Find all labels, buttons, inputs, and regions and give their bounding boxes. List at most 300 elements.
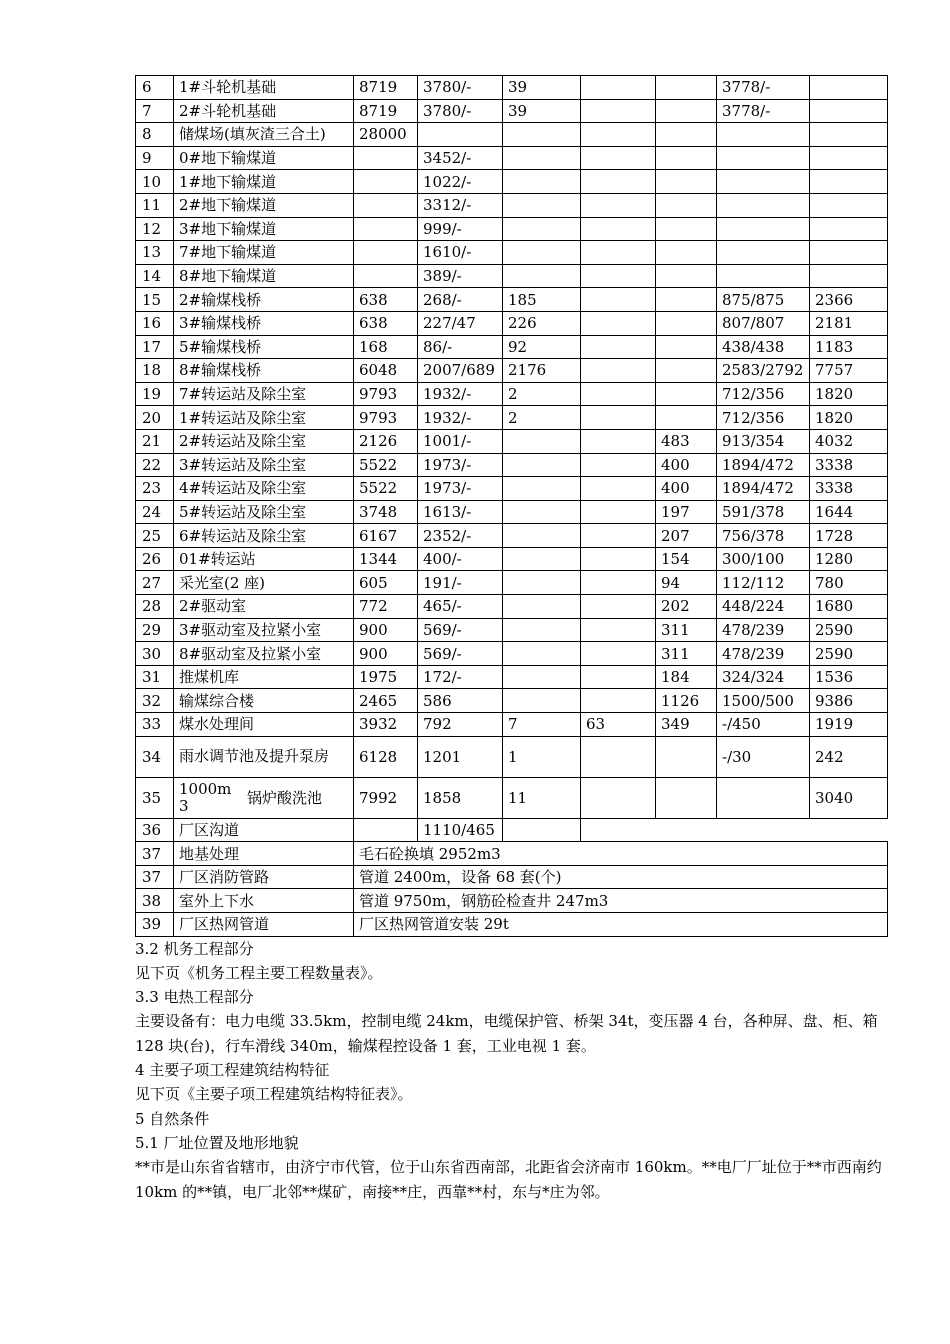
cell-value [418, 123, 503, 147]
table-row [136, 842, 888, 866]
table-row [136, 642, 888, 666]
cell-value: 6167 [354, 524, 418, 548]
table-row [136, 288, 888, 312]
table-row [136, 382, 888, 406]
table-row [136, 500, 888, 524]
cell-value [810, 264, 888, 288]
cell-value: 1728 [810, 524, 888, 548]
table-row [136, 76, 888, 100]
cell-value: 483 [656, 429, 717, 453]
row-number: 23 [136, 477, 174, 501]
cell-value: 3778/- [717, 99, 810, 123]
cell-value [656, 736, 717, 777]
cell-value [656, 146, 717, 170]
table-row [136, 524, 888, 548]
cell-value: 712/356 [717, 406, 810, 430]
item-name: 6#转运站及除尘室 [174, 524, 354, 548]
item-name-capacity: 1000m 3 [179, 779, 232, 815]
cell-value [354, 241, 418, 265]
cell-value [354, 217, 418, 241]
table-row [136, 170, 888, 194]
cell-value: 86/- [418, 335, 503, 359]
table-row [136, 865, 888, 889]
cell-value [503, 453, 581, 477]
cell-value: 226 [503, 311, 581, 335]
cell-value [656, 359, 717, 383]
cell-value: -/30 [717, 736, 810, 777]
cell-value: 569/- [418, 642, 503, 666]
cell-value [717, 170, 810, 194]
item-name: 5#转运站及除尘室 [174, 500, 354, 524]
cell-value [581, 429, 656, 453]
table-row [136, 713, 888, 737]
row-number: 35 [136, 777, 174, 818]
cell-value [717, 193, 810, 217]
cell-value: 448/224 [717, 595, 810, 619]
item-name: 3#地下输煤道 [174, 217, 354, 241]
cell-value: 591/378 [717, 500, 810, 524]
row-number: 26 [136, 547, 174, 571]
section-heading-4: 4 主要子项工程建筑结构特征 [135, 1061, 330, 1080]
cell-value: 638 [354, 288, 418, 312]
cell-value: 2590 [810, 618, 888, 642]
item-name: 3#转运站及除尘室 [174, 453, 354, 477]
cell-value: 7757 [810, 359, 888, 383]
row-number: 8 [136, 123, 174, 147]
table-row [136, 99, 888, 123]
row-number: 37 [136, 865, 174, 889]
item-name: 5#输煤栈桥 [174, 335, 354, 359]
merged-description: 厂区热网管道安装 29t [354, 913, 888, 937]
row-number: 29 [136, 618, 174, 642]
cell-value [581, 146, 656, 170]
cell-value: 11 [503, 777, 581, 818]
cell-value: 9793 [354, 382, 418, 406]
item-name: 4#转运站及除尘室 [174, 477, 354, 501]
cell-value [581, 359, 656, 383]
table-row [136, 777, 888, 818]
table-row [136, 736, 888, 777]
table-body [136, 76, 888, 937]
cell-value [581, 618, 656, 642]
cell-value [581, 170, 656, 194]
item-name: 2#地下输煤道 [174, 193, 354, 217]
cell-value: 9793 [354, 406, 418, 430]
section-heading-5-1: 5.1 厂址位置及地形地貌 [135, 1133, 299, 1152]
cell-value [656, 288, 717, 312]
section-heading-3-2: 3.2 机务工程部分 [135, 939, 254, 958]
cell-value: 112/112 [717, 571, 810, 595]
table-row [136, 618, 888, 642]
cell-value: 191/- [418, 571, 503, 595]
cell-value: 900 [354, 618, 418, 642]
cell-value [656, 335, 717, 359]
cell-value [656, 99, 717, 123]
cell-value [717, 264, 810, 288]
cell-value: 1126 [656, 689, 717, 713]
cell-value [354, 170, 418, 194]
cell-value: 185 [503, 288, 581, 312]
cell-value [656, 170, 717, 194]
cell-value [581, 665, 656, 689]
cell-value: 39 [503, 76, 581, 100]
cell-value: 605 [354, 571, 418, 595]
cell-value [354, 193, 418, 217]
item-name: 2#输煤栈桥 [174, 288, 354, 312]
cell-value: 94 [656, 571, 717, 595]
cell-value [581, 382, 656, 406]
cell-value [503, 217, 581, 241]
table-row [136, 665, 888, 689]
cell-value: 1280 [810, 547, 888, 571]
table-row [136, 123, 888, 147]
cell-value [503, 665, 581, 689]
paragraph-4: 见下页《主要子项工程建筑结构特征表》。 [135, 1085, 413, 1104]
cell-value: 202 [656, 595, 717, 619]
cell-value [581, 524, 656, 548]
cell-value: 5522 [354, 453, 418, 477]
item-name: 2#驱动室 [174, 595, 354, 619]
cell-value [656, 777, 717, 818]
cell-value: 28000 [354, 123, 418, 147]
table-row [136, 429, 888, 453]
cell-value: 8719 [354, 99, 418, 123]
cell-value: 4032 [810, 429, 888, 453]
cell-value: 638 [354, 311, 418, 335]
cell-value: 569/- [418, 618, 503, 642]
cell-value [810, 146, 888, 170]
item-name-label: 锅炉酸洗池 [247, 788, 323, 807]
section-heading-5: 5 自然条件 [135, 1109, 210, 1128]
cell-value: 1183 [810, 335, 888, 359]
row-number: 38 [136, 889, 174, 913]
item-name: 1#地下输煤道 [174, 170, 354, 194]
cell-value: 772 [354, 595, 418, 619]
item-name: 采光室(2 座) [174, 571, 354, 595]
cell-value: 2465 [354, 689, 418, 713]
cell-value [503, 642, 581, 666]
table-row [136, 595, 888, 619]
row-number: 27 [136, 571, 174, 595]
cell-value: 999/- [418, 217, 503, 241]
cell-value: 39 [503, 99, 581, 123]
cell-value [503, 595, 581, 619]
item-name: 2#斗轮机基础 [174, 99, 354, 123]
cell-value: 3932 [354, 713, 418, 737]
cell-value [503, 146, 581, 170]
item-name: 8#驱动室及拉紧小室 [174, 642, 354, 666]
cell-value: 2590 [810, 642, 888, 666]
cell-value: 389/- [418, 264, 503, 288]
row-number: 21 [136, 429, 174, 453]
table-row [136, 818, 888, 842]
table-row [136, 406, 888, 430]
row-number: 13 [136, 241, 174, 265]
cell-value: 168 [354, 335, 418, 359]
cell-value [581, 193, 656, 217]
cell-value [656, 264, 717, 288]
cell-value: 2366 [810, 288, 888, 312]
row-number: 14 [136, 264, 174, 288]
cell-value: 1 [503, 736, 581, 777]
cell-value [656, 406, 717, 430]
cell-value [354, 264, 418, 288]
cell-value [810, 193, 888, 217]
cell-value [656, 311, 717, 335]
table-row [136, 889, 888, 913]
row-number: 24 [136, 500, 174, 524]
row-number: 36 [136, 818, 174, 842]
cell-value [656, 217, 717, 241]
cell-value: 7 [503, 713, 581, 737]
cell-value [717, 217, 810, 241]
row-number: 16 [136, 311, 174, 335]
item-name: 储煤场(填灰渣三合土) [174, 123, 354, 147]
cell-value [810, 99, 888, 123]
cell-value: 2583/2792 [717, 359, 810, 383]
row-number: 20 [136, 406, 174, 430]
row-number: 28 [136, 595, 174, 619]
row-number: 39 [136, 913, 174, 937]
cell-value [581, 777, 656, 818]
cell-value: 1680 [810, 595, 888, 619]
cell-value: 1110/465 [418, 818, 503, 842]
cell-value [581, 264, 656, 288]
table-row [136, 359, 888, 383]
cell-value [503, 571, 581, 595]
cell-value: 400 [656, 453, 717, 477]
cell-value: 184 [656, 665, 717, 689]
cell-value: 242 [810, 736, 888, 777]
cell-value [810, 170, 888, 194]
cell-value: 207 [656, 524, 717, 548]
cell-value: 1858 [418, 777, 503, 818]
table-row [136, 477, 888, 501]
cell-value: 2181 [810, 311, 888, 335]
cell-value: 8719 [354, 76, 418, 100]
cell-value: 311 [656, 642, 717, 666]
cell-value [717, 777, 810, 818]
cell-value: 7992 [354, 777, 418, 818]
row-number: 17 [136, 335, 174, 359]
cell-value [581, 406, 656, 430]
cell-value [581, 453, 656, 477]
cell-value [810, 241, 888, 265]
cell-value: 1973/- [418, 477, 503, 501]
cell-value [581, 217, 656, 241]
cell-value: 2352/- [418, 524, 503, 548]
cell-value: 172/- [418, 665, 503, 689]
cell-value [354, 818, 418, 842]
cell-value [581, 571, 656, 595]
table-row [136, 913, 888, 937]
cell-value [581, 288, 656, 312]
cell-value: 227/47 [418, 311, 503, 335]
cell-value: 3778/- [717, 76, 810, 100]
item-name: 7#转运站及除尘室 [174, 382, 354, 406]
row-number: 19 [136, 382, 174, 406]
cell-value: 465/- [418, 595, 503, 619]
item-name: 1#转运站及除尘室 [174, 406, 354, 430]
cell-value [581, 123, 656, 147]
row-number: 10 [136, 170, 174, 194]
item-name [174, 777, 354, 818]
cell-value: 900 [354, 642, 418, 666]
cell-value [810, 217, 888, 241]
cell-value [503, 241, 581, 265]
cell-value [656, 382, 717, 406]
cell-value: 1932/- [418, 406, 503, 430]
cell-value [503, 524, 581, 548]
cell-value: 1975 [354, 665, 418, 689]
cell-value: 1820 [810, 406, 888, 430]
cell-value: 1644 [810, 500, 888, 524]
item-name: 01#转运站 [174, 547, 354, 571]
cell-value: 197 [656, 500, 717, 524]
cell-value: 2176 [503, 359, 581, 383]
item-name: 7#地下输煤道 [174, 241, 354, 265]
cell-value: 478/239 [717, 618, 810, 642]
cell-value: 807/807 [717, 311, 810, 335]
cell-value [656, 76, 717, 100]
cell-value: 1536 [810, 665, 888, 689]
row-number: 30 [136, 642, 174, 666]
cell-value: 1894/472 [717, 453, 810, 477]
cell-value: 92 [503, 335, 581, 359]
row-number: 32 [136, 689, 174, 713]
item-name: 室外上下水 [174, 889, 354, 913]
cell-value: 1613/- [418, 500, 503, 524]
cell-value: 5522 [354, 477, 418, 501]
body-text [135, 937, 887, 1204]
cell-value [581, 241, 656, 265]
cell-value: 2007/689 [418, 359, 503, 383]
cell-value [810, 123, 888, 147]
table-row [136, 571, 888, 595]
cell-value [503, 429, 581, 453]
cell-value [503, 547, 581, 571]
table-row [136, 193, 888, 217]
paragraph-3-3: 主要设备有：电力电缆 33.5km，控制电缆 24km，电缆保护管、桥架 34t，变压器 4 台，各种屏、盘、柜、箱 128 块(台)，行车滑线 340m，输煤程控设备 1 套，工业电视 1 套。 [135, 1012, 878, 1055]
cell-value [581, 595, 656, 619]
cell-value [717, 241, 810, 265]
cell-value: 438/438 [717, 335, 810, 359]
cell-value: 1610/- [418, 241, 503, 265]
item-name: 1#斗轮机基础 [174, 76, 354, 100]
cell-value: 3452/- [418, 146, 503, 170]
row-number: 7 [136, 99, 174, 123]
cell-value [656, 123, 717, 147]
merged-description: 管道 9750m，钢筋砼检查井 247m3 [354, 889, 888, 913]
cell-value: 63 [581, 713, 656, 737]
merged-description: 管道 2400m，设备 68 套(个) [354, 865, 888, 889]
cell-value [581, 311, 656, 335]
cell-value [354, 146, 418, 170]
cell-value: 792 [418, 713, 503, 737]
cell-value [810, 76, 888, 100]
table-row [136, 146, 888, 170]
item-name: 推煤机库 [174, 665, 354, 689]
cell-value: 1932/- [418, 382, 503, 406]
quantity-table [135, 75, 888, 937]
row-number: 12 [136, 217, 174, 241]
paragraph-5-1: **市是山东省省辖市，由济宁市代管，位于山东省西南部，北距省会济南市 160km。**电厂厂址位于**市西南约 10km 的**镇，电厂北邻**煤矿，南接**庄，西靠**村，东与*庄为邻。 [135, 1158, 882, 1201]
cell-value [581, 500, 656, 524]
item-name: 0#地下输煤道 [174, 146, 354, 170]
cell-value [717, 146, 810, 170]
cell-value: 3748 [354, 500, 418, 524]
cell-value: 400 [656, 477, 717, 501]
cell-value: 3040 [810, 777, 888, 818]
item-name: 厂区沟道 [174, 818, 354, 842]
document-page [135, 75, 887, 1204]
cell-value: 300/100 [717, 547, 810, 571]
item-name: 3#输煤栈桥 [174, 311, 354, 335]
cell-value: 1022/- [418, 170, 503, 194]
cell-value: 875/875 [717, 288, 810, 312]
cell-value: 3780/- [418, 99, 503, 123]
cell-value: 1973/- [418, 453, 503, 477]
row-number: 33 [136, 713, 174, 737]
table-row [136, 311, 888, 335]
cell-value [581, 76, 656, 100]
cell-value: 1820 [810, 382, 888, 406]
paragraph-3-2: 见下页《机务工程主要工程数量表》。 [135, 963, 383, 982]
cell-value [503, 170, 581, 194]
cell-value: 268/- [418, 288, 503, 312]
item-name: 3#驱动室及拉紧小室 [174, 618, 354, 642]
cell-value: 154 [656, 547, 717, 571]
cell-value: -/450 [717, 713, 810, 737]
cell-value: 1919 [810, 713, 888, 737]
cell-value: 9386 [810, 689, 888, 713]
cell-value: 311 [656, 618, 717, 642]
cell-value: 3312/- [418, 193, 503, 217]
cell-value: 913/354 [717, 429, 810, 453]
table-row [136, 547, 888, 571]
cell-value [503, 477, 581, 501]
cell-value [717, 123, 810, 147]
row-number: 18 [136, 359, 174, 383]
row-number: 15 [136, 288, 174, 312]
cell-value: 2 [503, 406, 581, 430]
row-number: 9 [136, 146, 174, 170]
row-number: 31 [136, 665, 174, 689]
cell-value [581, 477, 656, 501]
cell-value [581, 689, 656, 713]
row-number: 6 [136, 76, 174, 100]
item-name: 煤水处理间 [174, 713, 354, 737]
cell-value: 2 [503, 382, 581, 406]
row-number: 34 [136, 736, 174, 777]
cell-value: 3338 [810, 477, 888, 501]
table-row [136, 241, 888, 265]
cell-value [503, 618, 581, 642]
cell-value: 586 [418, 689, 503, 713]
cell-value: 349 [656, 713, 717, 737]
row-number: 11 [136, 193, 174, 217]
cell-value: 1894/472 [717, 477, 810, 501]
table-row [136, 217, 888, 241]
cell-value [503, 193, 581, 217]
table-row [136, 335, 888, 359]
cell-value [503, 264, 581, 288]
item-name: 地基处理 [174, 842, 354, 866]
table-row [136, 453, 888, 477]
cell-value [656, 241, 717, 265]
cell-value: 712/356 [717, 382, 810, 406]
cell-value: 400/- [418, 547, 503, 571]
